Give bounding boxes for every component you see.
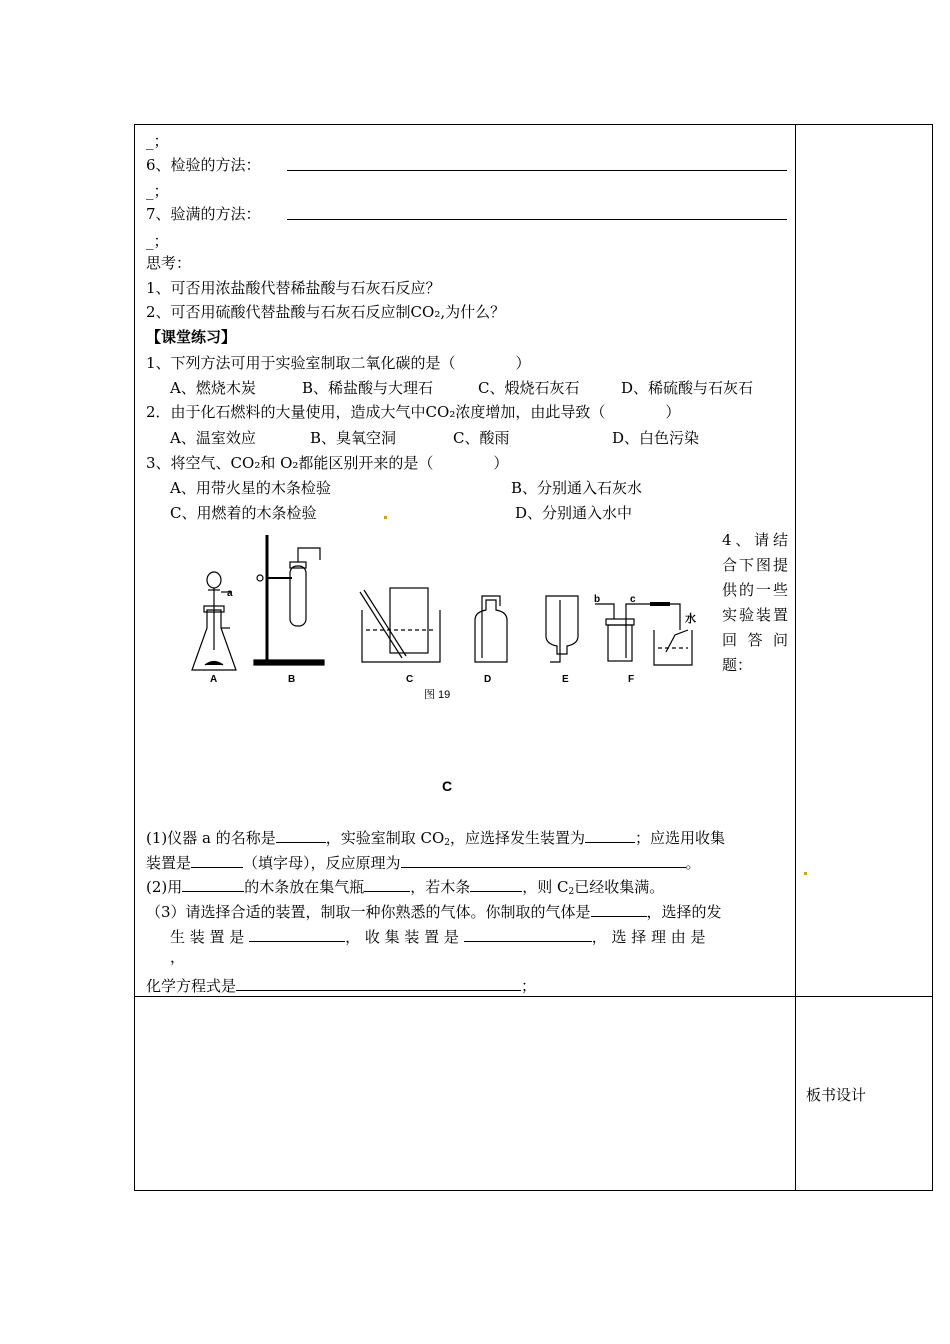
- q3-option-d: D、分别通入水中: [515, 504, 633, 522]
- part-2-d: ，则 C: [522, 878, 569, 896]
- part-2-line: [146, 877, 664, 902]
- yellow-mark: [384, 516, 387, 519]
- part-4-a: 化学方程式是: [146, 977, 237, 995]
- part-1-a: (1)仪器 a 的名称是: [146, 829, 276, 847]
- figure-label-water: 水: [685, 613, 696, 625]
- figure-label-b: B: [288, 674, 296, 685]
- column-divider: [795, 124, 796, 1191]
- apparatus-c: [360, 588, 440, 662]
- item-7-tail: _；: [146, 232, 169, 250]
- part-1-b: ，实验室制取 CO: [325, 829, 445, 847]
- part-3-blank-2: [249, 927, 345, 942]
- practice-title: 【课堂练习】: [146, 328, 237, 346]
- part-3-line-2: [170, 927, 706, 947]
- stray-letter-c: C: [442, 778, 453, 794]
- question-1: 1、下列方法可用于实验室制取二氧化碳的是（ ）: [146, 354, 531, 372]
- part-1-g: 。: [685, 854, 701, 872]
- co2-subscript: 2: [444, 838, 451, 848]
- part-3-e: ， 选 择 理 由 是: [591, 928, 706, 946]
- figure-label-part-a: a: [227, 588, 233, 599]
- q3-option-c: C、用燃着的木条检验: [170, 504, 317, 522]
- part-3-b: ，选择的发: [646, 903, 722, 921]
- part-1-blank-1: [276, 828, 326, 843]
- part-3-d: ， 收 集 装 置 是: [345, 928, 459, 946]
- part-2-a: (2)用: [146, 878, 183, 896]
- apparatus-d: [475, 596, 507, 662]
- item-7-blank: [287, 219, 787, 220]
- part-3-a: （3）请选择合适的装置，制取一种你熟悉的气体。你制取的气体是: [146, 903, 591, 921]
- part-3-line-1: [146, 902, 722, 922]
- part-1-e: 装置是: [146, 854, 192, 872]
- question-2: 2．由于化石燃料的大量使用，造成大气中CO₂浓度增加，由此导致（ ）: [146, 403, 681, 421]
- item-7-label: 7、验满的方法：: [146, 205, 261, 223]
- part-1-blank-3: [191, 853, 243, 868]
- part-1-c: ，应选择发生装置为: [450, 829, 586, 847]
- part-1-d: ；应选用收集: [635, 829, 726, 847]
- part-3-comma: ，: [170, 948, 186, 966]
- o2-subscript: 2: [568, 887, 575, 897]
- figure-label-e: E: [562, 674, 569, 685]
- figure-label-f: F: [628, 674, 635, 685]
- think-1: 1、可否用浓盐酸代替稀盐酸与石灰石反应？: [146, 279, 441, 297]
- apparatus-a: [192, 572, 236, 670]
- figure-caption: 图 19: [424, 689, 451, 701]
- part-1-blank-4: [401, 853, 686, 868]
- figure-label-c: C: [406, 674, 414, 685]
- apparatus-figure: [170, 530, 710, 710]
- q2-option-a: A、温室效应: [170, 429, 256, 447]
- question-3: 3、将空气、CO₂和 O₂都能区别开来的是（ ）: [146, 454, 509, 472]
- q2-option-d: D、白色污染: [612, 429, 700, 447]
- part-2-blank-2: [364, 877, 410, 892]
- q3-option-a: A、用带火星的木条检验: [170, 479, 331, 497]
- figure-label-part-b: b: [594, 594, 601, 605]
- figure-label-a: A: [210, 674, 218, 685]
- line-tail-0: _；: [146, 132, 169, 150]
- part-2-e: 已经收集满。: [574, 878, 665, 896]
- board-design-label: 板书设计: [806, 1086, 867, 1104]
- think-heading: 思考：: [146, 254, 192, 272]
- part-4-blank: [236, 976, 521, 991]
- part-1-blank-2: [585, 828, 635, 843]
- apparatus-b: [254, 535, 324, 665]
- part-1-line-1: [146, 828, 725, 853]
- row-divider: [134, 996, 933, 997]
- part-4-b: ；: [521, 977, 537, 995]
- apparatus-f: [595, 604, 692, 665]
- think-2: 2、可否用硫酸代替盐酸与石灰石反应制CO₂,为什么？: [146, 303, 506, 321]
- q1-option-b: B、稀盐酸与大理石: [302, 379, 434, 397]
- q1-option-d: D、稀硫酸与石灰石: [621, 379, 754, 397]
- apparatus-e: [546, 596, 578, 662]
- part-1-line-2: [146, 853, 701, 873]
- figure-label-part-c: c: [630, 594, 636, 605]
- question-4-side-text: 4、请结合下图提供的一些实验装置回答问题：: [722, 531, 788, 674]
- item-6-tail: _；: [146, 182, 169, 200]
- part-3-blank-1: [591, 902, 647, 917]
- figure-label-d: D: [484, 674, 492, 685]
- part-2-blank-1: [182, 877, 244, 892]
- q2-option-c: C、酸雨: [453, 429, 510, 447]
- q1-option-a: A、燃烧木炭: [170, 379, 256, 397]
- item-6-blank: [287, 170, 787, 171]
- yellow-mark-right: [804, 872, 807, 875]
- q3-option-b: B、分别通入石灰水: [511, 479, 643, 497]
- part-1-f: （填字母），反应原理为: [243, 854, 401, 872]
- part-2-b: 的木条放在集气瓶: [244, 878, 365, 896]
- q1-option-c: C、煅烧石灰石: [478, 379, 580, 397]
- item-6-label: 6、检验的方法：: [146, 156, 261, 174]
- part-2-blank-3: [470, 877, 522, 892]
- part-4-line: [146, 976, 536, 996]
- part-3-blank-3: [464, 927, 592, 942]
- q2-option-b: B、臭氧空洞: [310, 429, 397, 447]
- part-3-c: 生 装 置 是: [170, 928, 245, 946]
- part-2-c: ，若木条: [410, 878, 471, 896]
